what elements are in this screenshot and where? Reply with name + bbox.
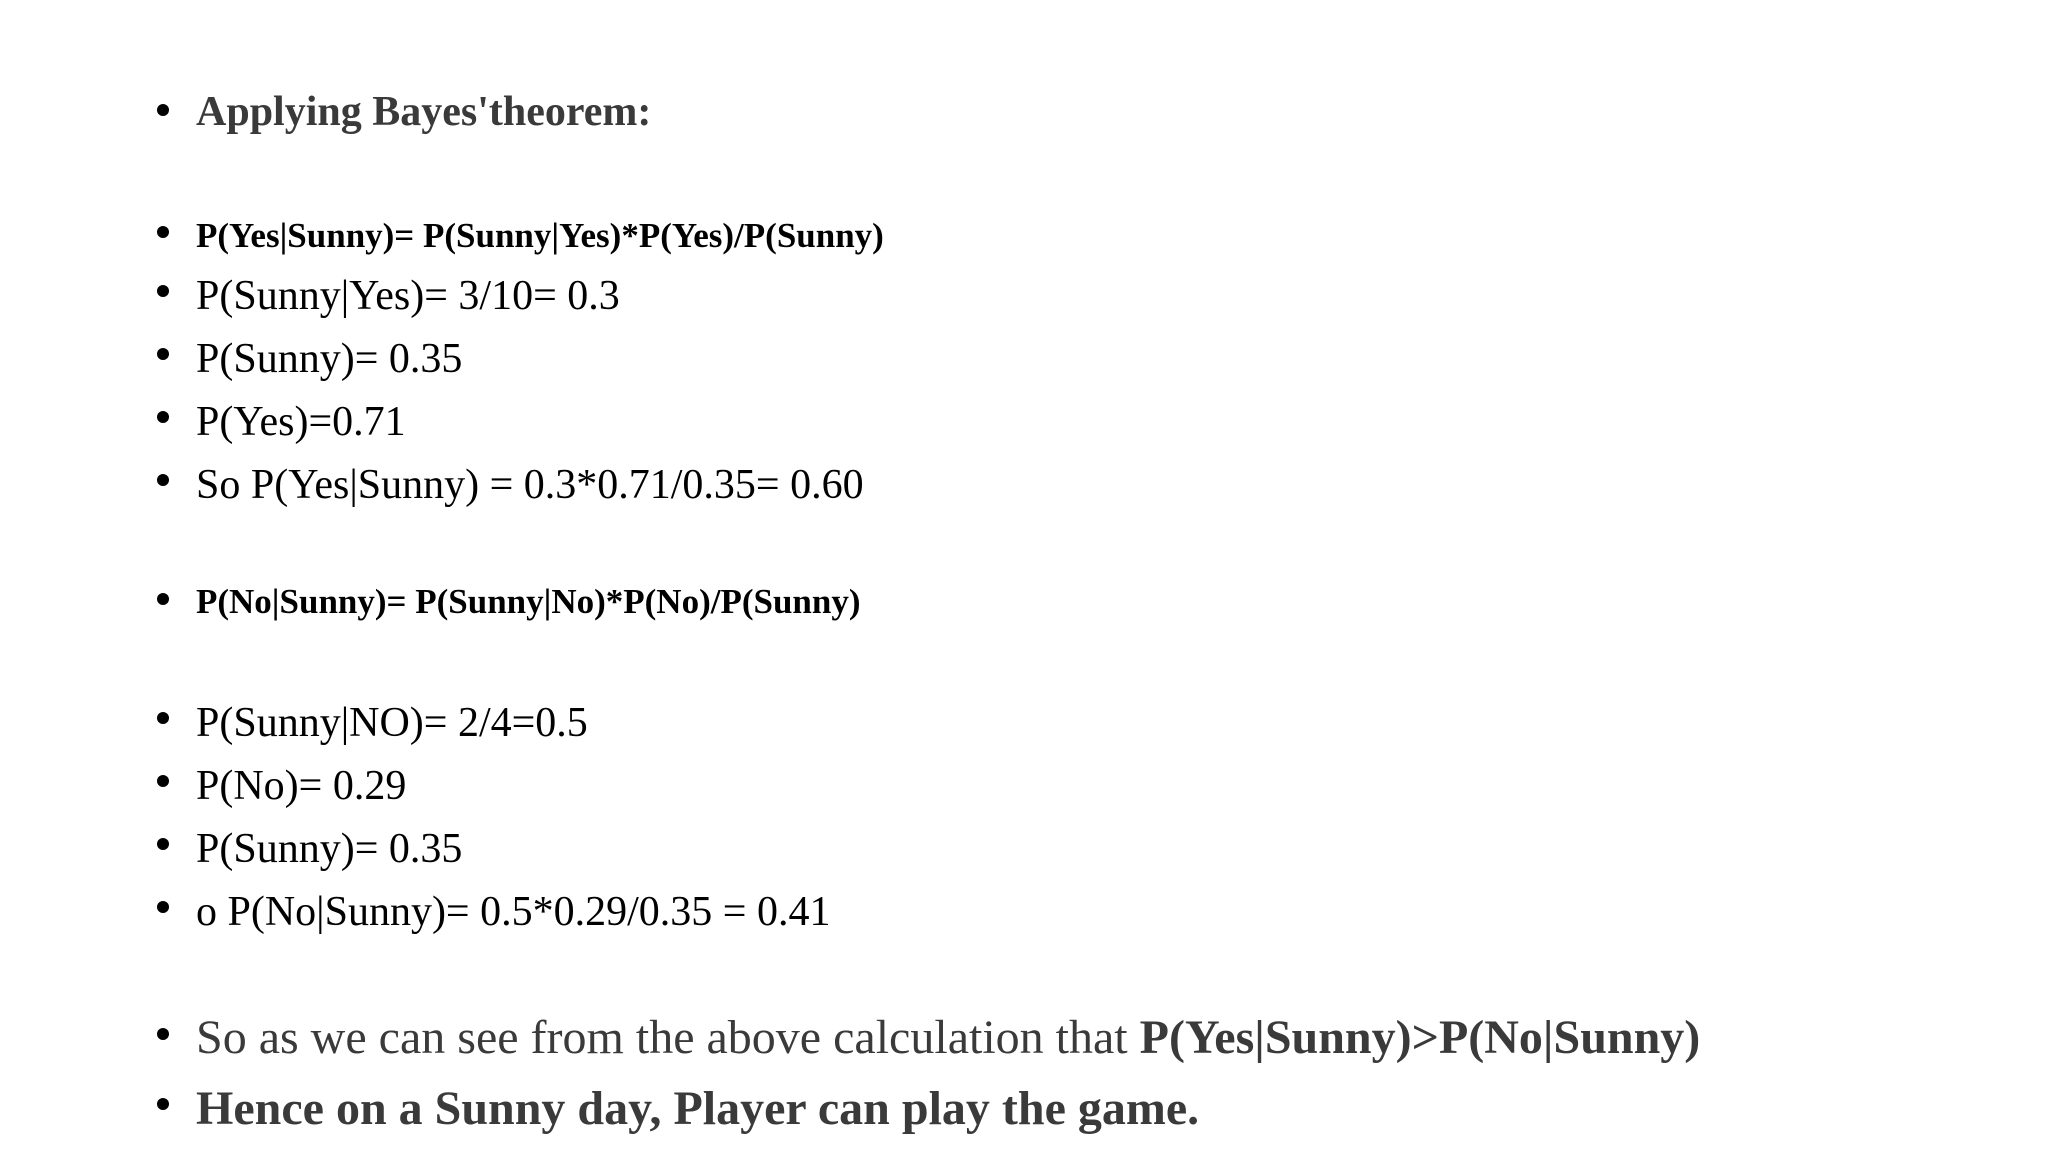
yes-result: So P(Yes|Sunny) = 0.3*0.71/0.35= 0.60 xyxy=(196,462,864,508)
conclusion-comparison: P(Yes|Sunny)>P(No|Sunny) xyxy=(1139,1011,1701,1064)
yes-line: P(Yes)=0.71 xyxy=(196,399,406,445)
yes-formula: P(Yes|Sunny)= P(Sunny|Yes)*P(Yes)/P(Sunny) xyxy=(196,216,884,255)
bullet-icon xyxy=(157,593,169,605)
bullet-icon xyxy=(157,1098,169,1110)
bullet-icon xyxy=(157,775,169,787)
slide-heading: Applying Bayes'theorem: xyxy=(196,89,652,135)
conclusion-text: So as we can see from the above calculation that xyxy=(196,1011,1140,1064)
bullet-icon xyxy=(157,712,169,724)
bullet-icon xyxy=(157,104,169,116)
no-line: P(No)= 0.29 xyxy=(196,763,407,809)
no-result: o P(No|Sunny)= 0.5*0.29/0.35 = 0.41 xyxy=(196,889,831,935)
yes-line: P(Sunny)= 0.35 xyxy=(196,336,463,382)
bullet-icon xyxy=(157,226,169,238)
bullet-icon xyxy=(157,411,169,423)
bullet-icon xyxy=(157,901,169,913)
bullet-icon xyxy=(157,474,169,486)
bullet-icon xyxy=(157,1028,169,1040)
final-conclusion: Hence on a Sunny day, Player can play the game. xyxy=(196,1082,1200,1135)
bullet-icon xyxy=(157,838,169,850)
bullet-icon xyxy=(157,285,169,297)
no-formula: P(No|Sunny)= P(Sunny|No)*P(No)/P(Sunny) xyxy=(196,582,861,621)
yes-line: P(Sunny|Yes)= 3/10= 0.3 xyxy=(196,273,620,319)
bullet-icon xyxy=(157,348,169,360)
no-line: P(Sunny|NO)= 2/4=0.5 xyxy=(196,700,588,746)
no-line: P(Sunny)= 0.35 xyxy=(196,826,463,872)
conclusion-line xyxy=(196,1010,1700,1065)
